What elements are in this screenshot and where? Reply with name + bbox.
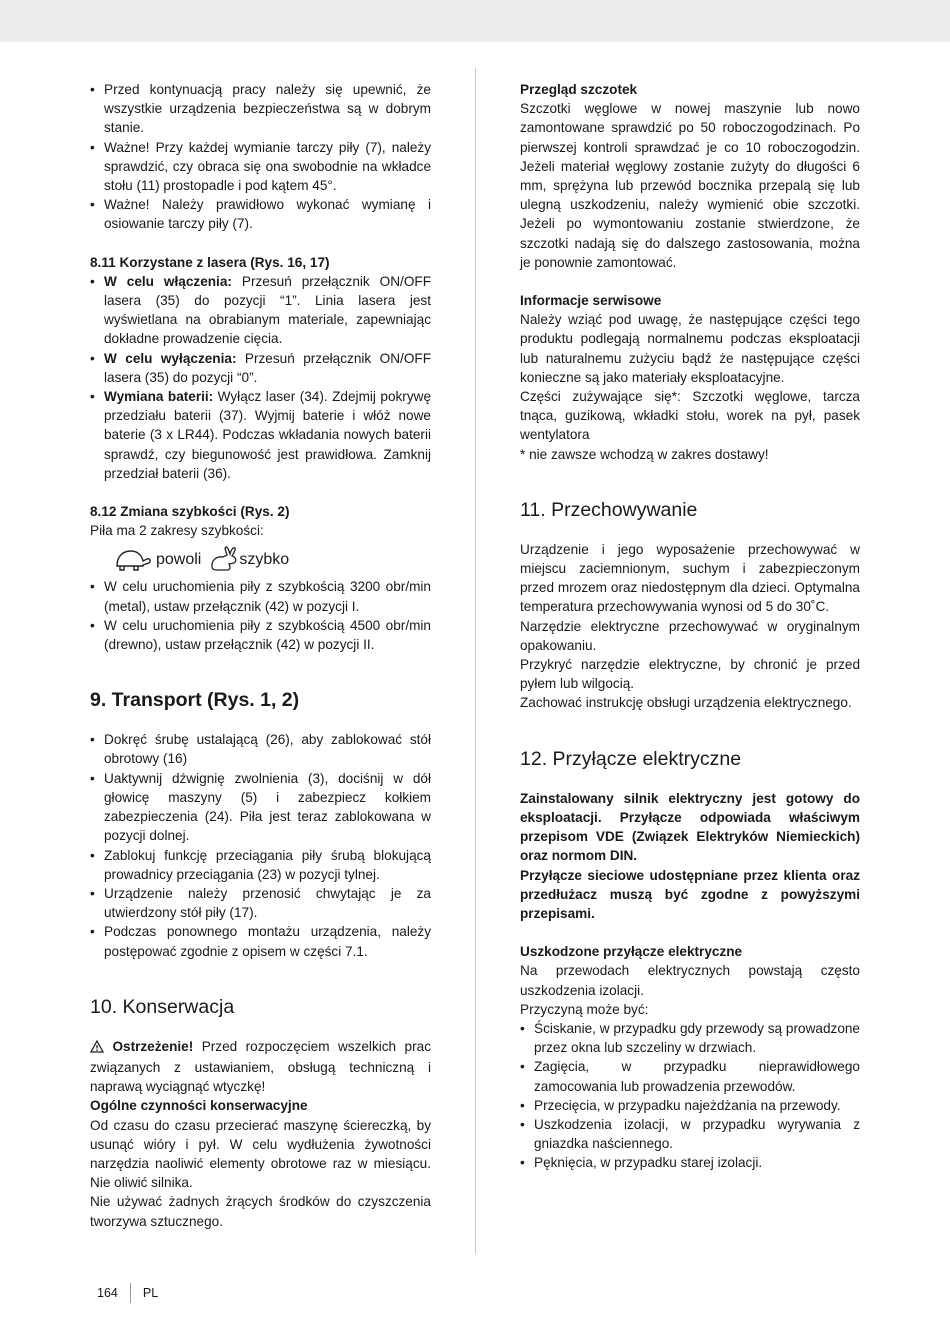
brushes-heading: Przegląd szczotek [520, 82, 638, 97]
brushes-text: Szczotki węglowe w nowej maszynie lub nowo zamontowane sprawdzić po 50 roboczogodzinach. Po pierwszej kontroli sprawdzać je co 10 roboczogodzin. Jeżeli materiał węglowy zostanie zużyty do długości 6 mm, sprężyna lub przewód bocznika przepalą się lub ulegną uszkodzeniu, należy wymienić obie szczotki. Jeżeli po wymontowaniu zostanie stwierdzone, że szczotki nadają się do dalszego zastosowania, można je ponownie zamontować. [520, 101, 860, 270]
warning-triangle-icon [90, 1039, 104, 1058]
warning-text: Przed rozpoczęciem wszelkich prac związanych z ustawianiem, obsługą techniczną i naprawą wyciągnąć wtyczkę! [90, 1038, 431, 1095]
list-item: • Zagięcia, w przypadku nieprawidłowego zamocowania lub prowadzenia przewodów. [520, 1057, 860, 1095]
list-item: • Przed kontynuacją pracy należy się upewnić, że wszystkie urządzenia bezpieczeństwa są w dobrym stanie. [90, 80, 431, 138]
damaged-text: Na przewodach elektrycznych powstają często uszkodzenia izolacji. [520, 963, 860, 998]
service-text-2: Części zużywające się*: Szczotki węglowe, tarcza tnąca, guzikową, wkładki stołu, worek na pył, pasek wentylatora [520, 389, 860, 443]
storage-line: Zachować instrukcję obsługi urządzenia elektrycznego. [520, 695, 852, 711]
electrical-bold-1: Zainstalowany silnik elektryczny jest gotowy do eksploatacji. Przyłącze odpowiada właściwym przepisom VDE (Związek Elektryków Niemieckich) oraz normom DIN. [520, 790, 860, 864]
list-item [90, 272, 431, 349]
maintenance-heading: 10. Konserwacja [90, 995, 235, 1018]
causes-intro: Przyczyną może być: [520, 1001, 649, 1017]
item-label: W celu włączenia: [104, 273, 232, 289]
fast-label: szybko [239, 550, 290, 568]
language-code: PL [142, 1286, 159, 1300]
list-item: • Ważne! Należy prawidłowo wykonać wymianę i osiowanie tarczy piły (7). [90, 195, 431, 233]
intro-bullet-list [90, 80, 431, 234]
general-maintenance-text-2: Nie używać żadnych żrących środków do czyszczenia tworzywa sztucznego. [90, 1194, 431, 1229]
page-footer [97, 1283, 158, 1303]
list-item: • Uszkodzenia izolacji, w przypadku wyrywania z gniazdka naściennego. [520, 1115, 860, 1153]
top-bar [0, 0, 950, 42]
turtle-icon [114, 546, 152, 572]
footer-separator [130, 1283, 131, 1303]
list-item: • Przecięcia, w przypadku najeżdżania na przewody. [520, 1096, 860, 1115]
service-note: * nie zawsze wchodzą w zakres dostawy! [520, 446, 769, 462]
electrical-heading: 12. Przyłącze elektryczne [520, 747, 742, 770]
column-divider [475, 68, 476, 1254]
storage-line: Urządzenie i jego wyposażenie przechowywać w miejscu zaciemnionym, suchym i zabezpieczonym przed mrozem oraz niedostępnym dla dzieci. Optymalna temperatura przechowywania wynosi od 5 do 30˚C. [520, 541, 860, 615]
storage-line: Przykryć narzędzie elektryczne, by chronić je przed pyłem lub wilgocią. [520, 657, 860, 692]
laser-list [90, 272, 431, 483]
transport-list [90, 730, 431, 960]
speed-intro: Piła ma 2 zakresy szybkości: [90, 523, 264, 539]
item-label: W celu wyłączenia: [104, 350, 237, 366]
transport-heading: 9. Transport (Rys. 1, 2) [90, 689, 300, 712]
general-maintenance-heading: Ogólne czynności konserwacyjne [90, 1098, 308, 1114]
list-item: • Ściskanie, w przypadku gdy przewody są prowadzone przez okna lub szczeliny w drzwiach. [520, 1019, 860, 1057]
list-item [90, 349, 431, 387]
electrical-bold-2: Przyłącze sieciowe udostępniane przez klienta oraz przedłużacz muszą być zgodne z powyższymi przepisami. [520, 867, 860, 921]
page-number: 164 [97, 1286, 118, 1300]
item-text: Wyłącz laser (34). Zdejmij pokrywę przedziału baterii (37). Wyjmij baterie i włóż nowe baterie (3 x LR44). Podczas wkładania nowych baterii sprawdź, czy biegunowość jest prawidłowa. Zamknij przedział baterii (36). [104, 389, 431, 481]
warning-label: Ostrzeżenie! [112, 1038, 194, 1054]
service-text: Należy wziąć pod uwagę, że następujące części tego produktu podlegają normalnemu podczas eksploatacji lub naturalnemu zużyciu bądź że następujące części konieczne są jako materiały eksploatacyjne. [520, 312, 860, 385]
causes-list [520, 1019, 860, 1173]
item-text: Przesuń przełącznik ON/OFF lasera (35) do pozycji “1”. Linia lasera jest wyświetlana na obrabianym materiale, zapewniając dokładne prowadzenie cięcia. [104, 273, 431, 347]
list-item: • Dokręć śrubę ustalającą (26), aby zablokować stół obrotowy (16) [90, 730, 431, 768]
list-item: • Uaktywnij dźwignię zwolnienia (3), dociśnij w dół głowicę maszyny (5) i zabezpiecz kołkiem zabezpieczenia (24). Piła jest teraz zablokowana w pozycji dolnej. [90, 769, 431, 846]
general-maintenance-text: Od czasu do czasu przecierać maszynę ściereczką, by usunąć wióry i pył. W celu wydłużenia żywotności narzędzia naoliwić elementy obrotowe raz w miesiącu. Nie oliwić silnika. [90, 1117, 431, 1191]
list-item: • Urządzenie należy przenosić chwytając je za utwierdzony stół piły (17). [90, 884, 431, 922]
speed-heading: 8.12 Zmiana szybkości (Rys. 2) [90, 504, 290, 520]
list-item: • Podczas ponownego montażu urządzenia, należy postępować zgodnie z opisem w części 7.1. [90, 922, 431, 960]
service-heading: Informacje serwisowe [520, 293, 662, 309]
damaged-heading: Uszkodzone przyłącze elektryczne [520, 944, 743, 960]
right-column [520, 80, 860, 1173]
list-item [90, 387, 431, 483]
list-item: • Ważne! Przy każdej wymianie tarczy piły (7), należy sprawdzić, czy obraca się ona swobodnie na wkładce stołu (11) prostopadle i pod kątem 45°. [90, 138, 431, 196]
list-item: • W celu uruchomienia piły z szybkością 3200 obr/min (metal), ustaw przełącznik (42) w pozycji I. [90, 577, 431, 615]
warning-paragraph [90, 1037, 431, 1097]
speed-list [90, 577, 431, 654]
left-column [90, 80, 431, 1231]
laser-heading: 8.11 Korzystane z lasera (Rys. 16, 17) [90, 254, 330, 270]
item-text: Przesuń przełącznik ON/OFF lasera (35) do pozycji “0”. [104, 350, 431, 385]
storage-heading: 11. Przechowywanie [520, 498, 698, 521]
item-label: Wymiana baterii: [104, 389, 214, 405]
list-item: • Zablokuj funkcję przeciągania piły śrubą blokującą prowadnicy przeciągania (23) w pozycji tylnej. [90, 846, 431, 884]
storage-line: Narzędzie elektryczne przechowywać w oryginalnym opakowaniu. [520, 618, 860, 653]
list-item: • W celu uruchomienia piły z szybkością 4500 obr/min (drewno), ustaw przełącznik (42) w pozycji II. [90, 616, 431, 654]
list-item: • Pęknięcia, w przypadku starej izolacji. [520, 1153, 860, 1172]
speed-icons-row [114, 544, 431, 574]
slow-label: powoli [156, 550, 202, 568]
rabbit-icon [209, 545, 239, 573]
